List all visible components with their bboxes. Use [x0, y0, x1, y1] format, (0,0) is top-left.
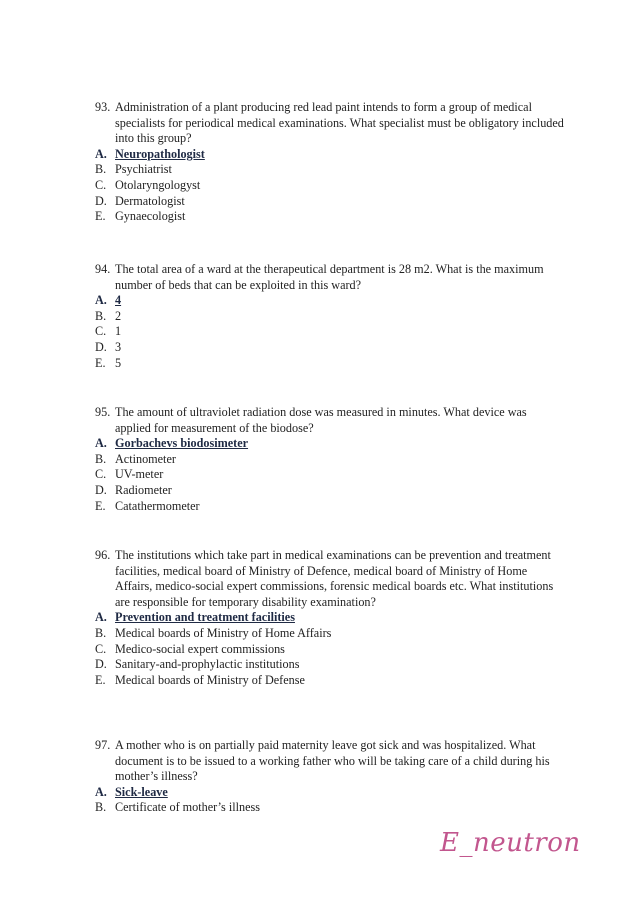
option-text: Gynaecologist: [115, 209, 186, 224]
option-d: [95, 657, 565, 673]
question-number: 93.: [95, 100, 111, 114]
option-text: Medico-social expert commissions: [115, 641, 285, 656]
question-97: [95, 738, 565, 816]
option-text: Sanitary-and-prophylactic institutions: [115, 657, 300, 672]
option-c: [95, 324, 565, 340]
option-text: 2: [115, 308, 122, 323]
option-letter: A.: [95, 436, 107, 451]
option-text: Radiometer: [115, 482, 172, 497]
question-94: [95, 262, 565, 371]
option-e: [95, 209, 565, 225]
question-text: A mother who is on partially paid maternity leave got sick and was hospitalized. What document is to be issued to a working father who will be taking care of a child during his mother’s illness?: [115, 738, 550, 784]
option-letter: E.: [95, 498, 106, 513]
option-letter: D.: [95, 339, 107, 354]
option-b: [95, 800, 565, 816]
question-text: The amount of ultraviolet radiation dose was measured in minutes. What device was applied for measurement of the biodose?: [115, 405, 527, 435]
option-d: [95, 194, 565, 210]
option-letter: D.: [95, 657, 107, 672]
question-number: 94.: [95, 262, 111, 276]
option-text: Neuropathologist: [115, 146, 205, 161]
option-letter: B.: [95, 451, 107, 466]
option-text: 5: [115, 355, 122, 370]
option-c: [95, 178, 565, 194]
option-b: [95, 162, 565, 178]
watermark-logo: E_neutron: [440, 828, 581, 858]
option-e: [95, 673, 565, 689]
option-text: Prevention and treatment facilities: [115, 610, 295, 625]
option-letter: A.: [95, 293, 107, 308]
option-text: UV-meter: [115, 467, 164, 482]
option-text: Medical boards of Ministry of Defense: [115, 672, 305, 687]
option-letter: C.: [95, 467, 107, 482]
option-text: Actinometer: [115, 451, 176, 466]
option-a-correct: [95, 436, 565, 452]
option-b: [95, 626, 565, 642]
option-text: 1: [115, 324, 122, 339]
option-letter: B.: [95, 308, 107, 323]
option-text: 4: [115, 293, 122, 308]
option-e: [95, 499, 565, 515]
option-letter: D.: [95, 193, 107, 208]
option-b: [95, 309, 565, 325]
option-letter: D.: [95, 482, 107, 497]
option-d: [95, 340, 565, 356]
option-letter: E.: [95, 209, 106, 224]
option-a-correct: [95, 610, 565, 626]
option-d: [95, 483, 565, 499]
option-letter: C.: [95, 177, 107, 192]
option-letter: A.: [95, 784, 107, 799]
question-text: The total area of a ward at the therapeutical department is 28 m2. What is the maximum number of beds that can be exploited in this ward?: [115, 262, 544, 292]
question-text: Administration of a plant producing red lead paint intends to form a group of medical specialists for periodical medical examinations. What specialist must be obligatory included into this group?: [115, 100, 564, 146]
question-96: [95, 548, 565, 688]
question-number: 97.: [95, 738, 111, 752]
option-a-correct: [95, 293, 565, 309]
question-number: 95.: [95, 405, 111, 419]
option-a-correct: [95, 785, 565, 801]
question-text: The institutions which take part in medical examinations can be prevention and treatment facilities, medical board of Ministry of Defence, medical board of Ministry of Home Affairs, medico-social expert commissions, forensic medical boards etc. What institutions are responsible for temporary disability examination?: [115, 548, 554, 609]
option-letter: A.: [95, 146, 107, 161]
option-letter: B.: [95, 162, 107, 177]
option-text: Gorbachevs biodosimeter: [115, 436, 249, 451]
option-letter: C.: [95, 641, 107, 656]
option-a-correct: [95, 147, 565, 163]
option-letter: C.: [95, 324, 107, 339]
option-text: Medical boards of Ministry of Home Affairs: [115, 625, 332, 640]
option-b: [95, 452, 565, 468]
option-c: [95, 467, 565, 483]
question-number: 96.: [95, 548, 111, 562]
option-c: [95, 642, 565, 658]
option-text: Certificate of mother’s illness: [115, 800, 260, 815]
option-text: Otolaryngologyst: [115, 177, 201, 192]
option-letter: B.: [95, 800, 107, 815]
option-letter: E.: [95, 672, 106, 687]
option-e: [95, 356, 565, 372]
question-93: [95, 100, 565, 225]
option-text: 3: [115, 339, 122, 354]
option-text: Psychiatrist: [115, 162, 172, 177]
option-text: Sick-leave: [115, 784, 168, 799]
option-text: Dermatologist: [115, 193, 185, 208]
option-letter: A.: [95, 610, 107, 625]
option-text: Catathermometer: [115, 498, 200, 513]
option-letter: B.: [95, 625, 107, 640]
option-letter: E.: [95, 355, 106, 370]
question-95: [95, 405, 565, 514]
